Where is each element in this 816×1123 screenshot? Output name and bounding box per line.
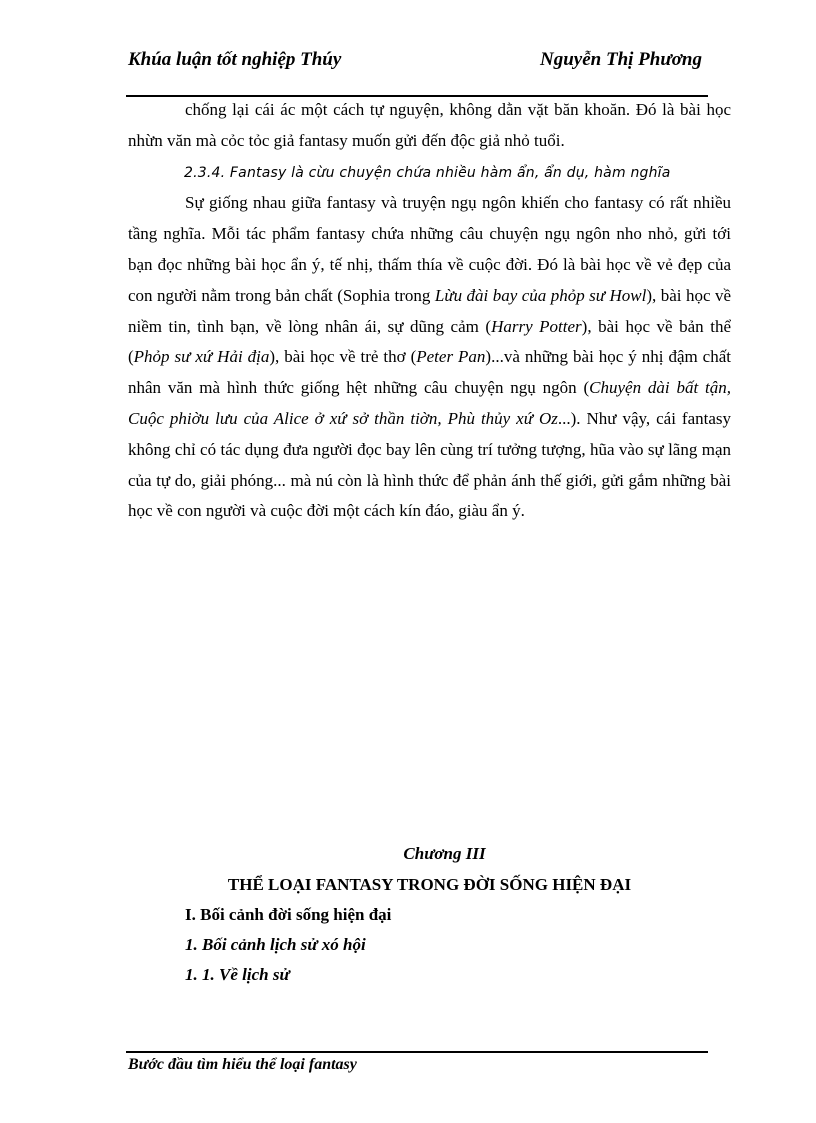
paragraph-segment: ...). Như vậy, cái fantasy không chỉ có tác dụng đưa người đọc bay lên cùng trí tưởng tượng, hũa vào sự lãng mạn của tự do, giải phóng... mà nú còn là hình thức để phản ánh thế giới, gửi gắm những bài học về con người và cuộc đời một cách kín đáo, giàu ẩn ý. [128, 408, 731, 521]
body-text [128, 95, 731, 527]
paragraph-main [128, 188, 731, 527]
header-thesis-title: Khúa luận tốt nghiệp Thúy [128, 49, 342, 70]
chapter-block [128, 840, 731, 990]
italic-title-list: Chuyện dài bất tận, Cuộc phiờu lưu của Alice ở xứ sở thần tiờn, Phù thủy xứ Oz [128, 378, 731, 428]
chapter-label: Chương III [403, 844, 486, 863]
paragraph-continuation: chống lại cái ác một cách tự nguyện, không dằn vặt băn khoăn. Đó là bài học nhừn văn mà cỏc tỏc giả fantasy muốn gửi đến độc giả nhỏ tuổi. [128, 100, 731, 150]
heading-level-2: 1. Bối cảnh lịch sử xó hội [185, 935, 366, 954]
footer-document-title: Bước đầu tìm hiểu thể loại fantasy [128, 1056, 357, 1073]
italic-title-peter-pan: Peter Pan [416, 347, 486, 367]
footer-divider [126, 1051, 708, 1053]
section-heading [128, 157, 731, 189]
paragraph-segment: ), bài học về niềm tin, tình bạn, về lòng nhân ái, sự dũng cảm ( [128, 285, 731, 336]
italic-title-earthsea: Phỏp sư xứ Hải địa [133, 347, 270, 367]
chapter-title: THỂ LOẠI FANTASY TRONG ĐỜI SỐNG HIỆN ĐẠI [227, 875, 632, 894]
paragraph-segment: )...và những bài học ý nhị đậm chất nhân văn mà hình thức giống hệt những câu chuyện ngụ ngôn ( [128, 347, 731, 398]
paragraph-segment: Sự giống nhau giữa fantasy và truyện ngụ ngôn khiến cho fantasy có rất nhiều tầng nghĩa. Mỗi tác phẩm fantasy chứa những câu chuyện ngụ ngôn nho nhỏ, gửi tới bạn đọc những bài học ẩn ý, tế nhị, thấm thía về cuộc đời. Đó là bài học về vẻ đẹp của con người nằm trong bản chất (Sophia trong [128, 193, 731, 305]
italic-title-howl: Lừu đài bay của phỏp sư Howl [434, 285, 647, 305]
heading-level-1: I. Bối cảnh đời sống hiện đại [185, 905, 392, 924]
heading-level-3: 1. 1. Về lịch sử [185, 965, 290, 984]
paragraph-segment: ), bài học về trẻ thơ ( [269, 347, 417, 367]
italic-title-harry-potter: Harry Potter [491, 316, 582, 336]
paragraph-segment: ), bài học về bản thể ( [128, 316, 731, 367]
header-author-name: Nguyễn Thị Phương [540, 49, 702, 70]
section-title-text: 2.3.4. Fantasy là cừu chuyện chứa nhiều hàm ẩn, ẩn dụ, hàm nghĩa [184, 164, 671, 181]
